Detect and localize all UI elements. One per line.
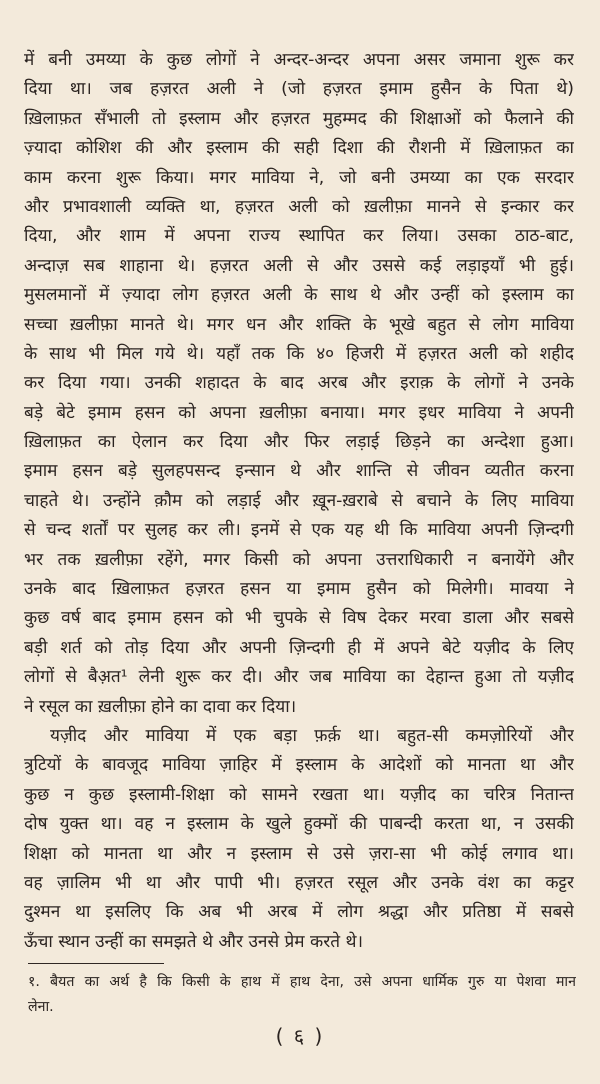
text-line: ज़्यादा कोशिश की और इस्लाम की सही दिशा की रौशनी में ख़िलाफ़त का	[24, 138, 574, 159]
text-line: यज़ीद और माविया में एक बड़ा फ़र्क़ था। बहुत-सी कमज़ोरियों और	[50, 725, 574, 746]
text-line: त्रुटियों के बावजूद माविया ज़ाहिर में इस्लाम के आदेशों को मानता था और	[24, 755, 574, 776]
text-line: ने रसूल का ख़लीफ़ा होने का दावा कर दिया।	[24, 696, 297, 717]
text-line: और प्रभावशाली व्यक्ति था, हज़रत अली को ख़लीफ़ा मानने से इन्कार कर	[24, 196, 574, 217]
text-line: भर तक ख़लीफ़ा रहेंगे, मगर किसी को अपना उत्तराधिकारी न बनायेंगे और	[24, 549, 574, 570]
text-line: के साथ भी मिल गये थे। यहाँ तक कि ४० हिजरी में हज़रत अली को शहीद	[24, 343, 574, 364]
footnote-line: लेना.	[28, 999, 54, 1015]
text-line: शिक्षा को मानता था और न इस्लाम से उसे ज़रा-सा भी कोई लगाव था।	[24, 843, 574, 864]
text-line: लोगों से बैअ़त¹ लेनी शुरू कर दी। और जब माविया का देहान्त हुआ तो यज़ीद	[24, 667, 574, 688]
text-line: कुछ वर्ष बाद इमाम हसन को भी चुपके से विष देकर मरवा डाला और सबसे	[24, 608, 574, 629]
text-line: दोष युक्त था। वह न इस्लाम के खुले हुक्मों की पाबन्दी करता था, न उसकी	[24, 814, 574, 835]
text-line: ऊँचा स्थान उन्हीं का समझते थे और उनसे प्रेम करते थे।	[24, 931, 364, 952]
text-line: काम करना शुरू किया। मगर माविया ने, जो बनी उमय्या का एक सरदार	[24, 167, 574, 188]
text-line: वह ज़ालिम भी था और पापी भी। हज़रत रसूल और उनके वंश का कट्टर	[24, 872, 574, 893]
text-line: दिया, और शाम में अपना राज्य स्थापित कर लिया। उसका ठाठ-बाट,	[24, 226, 574, 247]
page-number: ( ६ )	[275, 1024, 325, 1048]
text-line: कुछ न कुछ इस्लामी-शिक्षा को सामने रखता था। यज़ीद का चरित्र नितान्त	[24, 784, 574, 805]
text-line: ख़िलाफ़त का ऐलान कर दिया और फिर लड़ाई छिड़ने का अन्देशा हुआ।	[24, 432, 574, 453]
text-line: अन्दाज़ सब शाहाना थे। हज़रत अली से और उससे कई लड़ाइयाँ भी हुई।	[24, 255, 574, 276]
text-line: बड़ी शर्त को तोड़ दिया और अपनी ज़िन्दगी ही में अपने बेटे यज़ीद के लिए	[24, 637, 574, 658]
text-line: उनके बाद ख़िलाफ़त हज़रत हसन या इमाम हुसैन को मिलेगी। मावया ने	[24, 579, 574, 600]
footnote-line: १. बैयत का अर्थ है कि किसी के हाथ में हाथ देना, उसे अपना धार्मिक गुरु या पेशवा मान	[28, 974, 576, 990]
text-line: दुश्मन था इसलिए कि अब भी अरब में लोग श्रद्धा और प्रतिष्ठा में सबसे	[24, 902, 574, 923]
text-line: बड़े बेटे इमाम हसन को अपना ख़लीफ़ा बनाया। मगर इधर माविया ने अपनी	[24, 402, 574, 423]
text-line: कर दिया गया। उनकी शहादत के बाद अरब और इराक़ के लोगों ने उनके	[24, 373, 574, 394]
text-line: में बनी उमय्या के कुछ लोगों ने अन्दर-अन्दर अपना असर जमाना शुरू कर	[24, 50, 574, 70]
text-line: सच्चा ख़लीफ़ा मानते थे। मगर धन और शक्ति के भूखे बहुत से लोग माविया	[24, 314, 574, 335]
text-line: दिया था। जब हज़रत अली ने (जो हज़रत इमाम हुसैन के पिता थे)	[24, 79, 574, 100]
text-line: इमाम हसन बड़े सुलहपसन्द इन्सान थे और शान्ति से जीवन व्यतीत करना	[24, 461, 574, 482]
paragraph-1	[24, 46, 574, 722]
footnote-divider	[28, 963, 164, 964]
text-line: ख़िलाफ़त सँभाली तो इस्लाम और हज़रत मुहम्मद की शिक्षाओं को फैलाने की	[24, 108, 574, 129]
text-line: चाहते थे। उन्होंने क़ौम को लड़ाई और ख़ून-ख़राबे से बचाने के लिए माविया	[24, 490, 574, 511]
text-line: से चन्द शर्तों पर सुलह कर ली। इनमें से एक यह थी कि माविया अपनी ज़िन्दगी	[24, 520, 574, 541]
text-line: मुसलमानों में ज़्यादा लोग हज़रत अली के साथ थे और उन्हीं को इस्लाम का	[24, 285, 574, 306]
paragraph-2	[24, 722, 574, 957]
footnote	[28, 970, 576, 1020]
